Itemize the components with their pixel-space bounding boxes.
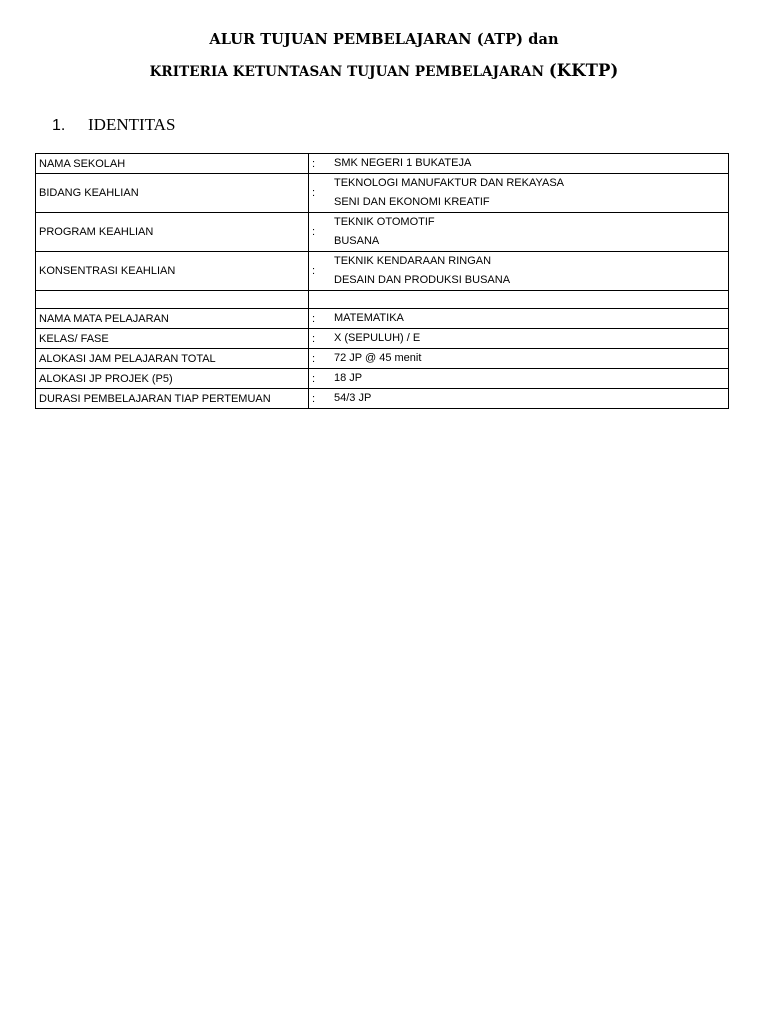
table-row-durasi-pembelajaran (36, 389, 729, 409)
section-title: IDENTITAS (88, 115, 176, 134)
row-value: SENI DAN EKONOMI KREATIF (334, 196, 490, 208)
row-label: KONSENTRASI KEAHLIAN (36, 252, 309, 291)
document-title-kktp: (KKTP) (548, 61, 619, 80)
table-row-alokasi-jp-projek (36, 369, 729, 389)
empty-cell (309, 291, 729, 309)
document-title-line-2-main: KRITERIA KETUNTASAN TUJUAN PEMBELAJARAN (149, 64, 545, 80)
row-value: BUSANA (334, 235, 380, 247)
row-value: SMK NEGERI 1 BUKATEJA (334, 157, 472, 169)
row-value-cell (309, 349, 729, 369)
table-row-nama-sekolah (36, 154, 729, 174)
row-value-cell (309, 174, 729, 213)
row-colon: : (312, 352, 316, 365)
row-value-cell (309, 369, 729, 389)
row-value: TEKNOLOGI MANUFAKTUR DAN REKAYASA (334, 177, 565, 189)
identity-table (35, 153, 729, 409)
row-value: 18 JP (334, 372, 363, 384)
table-row-program-keahlian (36, 213, 729, 252)
row-label: ALOKASI JP PROJEK (P5) (36, 369, 309, 389)
row-value-cell (309, 309, 729, 329)
row-value-cell (309, 389, 729, 409)
row-value-cell (309, 252, 729, 291)
row-value: DESAIN DAN PRODUKSI BUSANA (334, 274, 511, 286)
row-label: BIDANG KEAHLIAN (36, 174, 309, 213)
row-value: TEKNIK KENDARAAN RINGAN (334, 255, 492, 267)
row-value: 72 JP @ 45 menit (334, 352, 422, 364)
row-colon: : (312, 226, 316, 238)
row-label: PROGRAM KEAHLIAN (36, 213, 309, 252)
row-value-cell (309, 213, 729, 252)
row-label: NAMA MATA PELAJARAN (36, 309, 309, 329)
row-colon: : (312, 312, 316, 325)
row-value-cell (309, 329, 729, 349)
table-row-kelas-fase (36, 329, 729, 349)
row-label: ALOKASI JAM PELAJARAN TOTAL (36, 349, 309, 369)
empty-cell (36, 291, 309, 309)
table-row-konsentrasi-keahlian (36, 252, 729, 291)
row-colon: : (312, 265, 316, 277)
row-value: 54/3 JP (334, 392, 372, 404)
row-colon: : (312, 332, 316, 345)
document-title-line-2 (0, 61, 768, 80)
table-row-nama-mata-pelajaran (36, 309, 729, 329)
document-title-line-1: ALUR TUJUAN PEMBELAJARAN (ATP) dan (209, 31, 559, 48)
row-colon: : (312, 157, 316, 170)
section-number: 1. (52, 117, 66, 134)
row-label: DURASI PEMBELAJARAN TIAP PERTEMUAN (36, 389, 309, 409)
row-label: KELAS/ FASE (36, 329, 309, 349)
row-value-cell (309, 154, 729, 174)
row-value: TEKNIK OTOMOTIF (334, 216, 435, 228)
table-row-bidang-keahlian (36, 174, 729, 213)
row-colon: : (312, 372, 316, 385)
table-row-alokasi-jam (36, 349, 729, 369)
row-colon: : (312, 392, 316, 405)
row-colon: : (312, 187, 316, 199)
row-label: NAMA SEKOLAH (36, 154, 309, 174)
section-heading-identitas (52, 115, 175, 135)
row-value: MATEMATIKA (334, 312, 404, 324)
table-row-spacer (36, 291, 729, 309)
row-value: X (SEPULUH) / E (334, 332, 421, 344)
